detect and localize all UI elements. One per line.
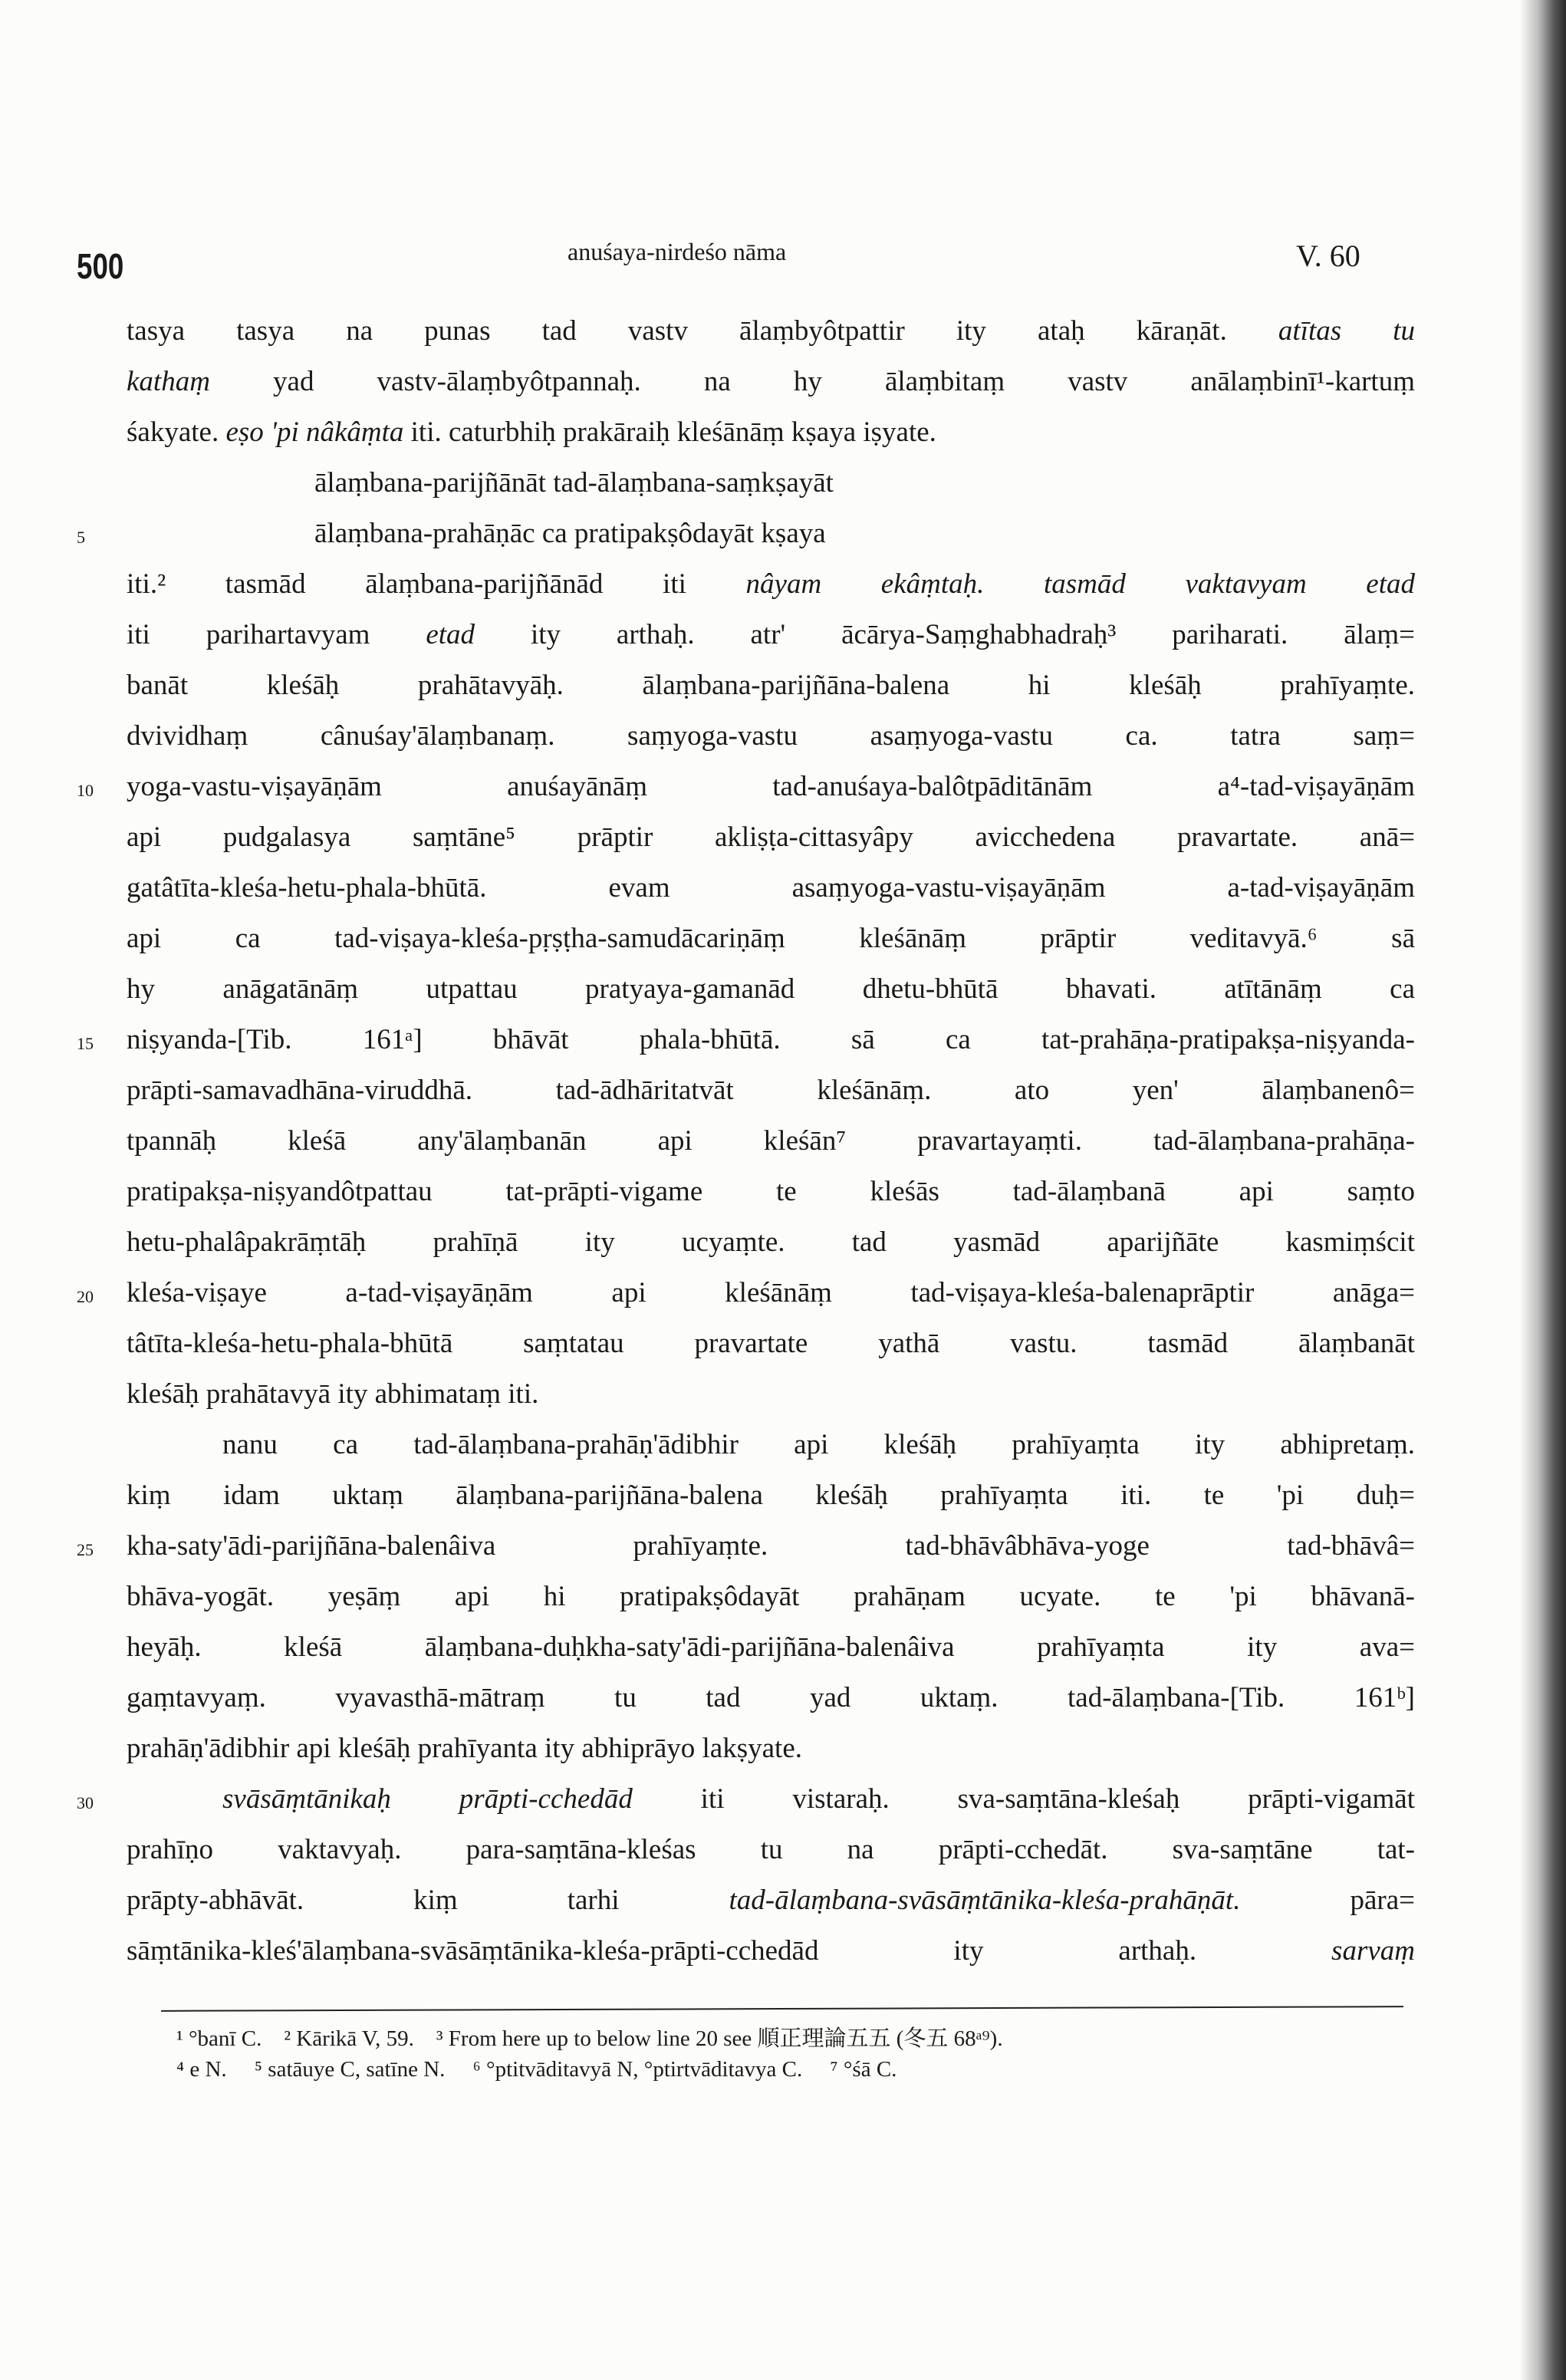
text-segment: prāpti-samavadhāna-viruddhā. tad-ādhāritatvāt kleśānāṃ. ato yen' ālaṃbanenô=	[127, 1075, 1415, 1106]
italic-segment: atītas tu	[1278, 315, 1415, 347]
line-number: 10	[77, 781, 94, 800]
scan-edge-shadow	[1520, 0, 1566, 2380]
running-title: anuśaya-nirdeśo nāma	[568, 238, 787, 265]
text-line	[127, 1580, 1415, 1614]
text-line	[127, 365, 1415, 399]
line-number: 20	[77, 1287, 94, 1306]
text-segment: nanu ca tad-ālaṃbana-prahāṇ'ādibhir api kleśāḥ prahīyaṃta ity abhipretaṃ.	[222, 1429, 1415, 1460]
text-segment: ity arthaḥ. atr' ācārya-Saṃghabhadraḥ³ pariharati. ālaṃ=	[475, 619, 1415, 650]
text-line	[127, 1479, 1415, 1513]
text-line	[127, 1074, 1415, 1108]
text-line	[127, 1327, 1415, 1361]
italic-segment: nâyam ekâṃtaḥ. tasmād vaktavyam etad	[745, 568, 1416, 600]
text-segment: iti. caturbhiḥ prakāraiḥ kleśānāṃ kṣaya iṣyate.	[403, 416, 936, 448]
text-segment: heyāḥ. kleśā ālaṃbana-duḥkha-saty'ādi-parijñāna-balenâiva prahīyaṃta ity ava=	[127, 1631, 1415, 1663]
text-segment: kiṃ idam uktaṃ ālaṃbana-parijñāna-balena kleśāḥ prahīyaṃta iti. te 'pi duḥ=	[127, 1480, 1415, 1511]
text-segment: hy anāgatānāṃ utpattau pratyaya-gamanād dhetu-bhūtā bhavati. atītānāṃ ca	[127, 973, 1415, 1005]
text-line	[127, 1276, 1415, 1310]
text-segment: iti parihartavyam	[127, 619, 426, 650]
text-segment: sāṃtānika-kleś'ālaṃbana-svāsāṃtānika-kleśa-prāpti-cchedād ity arthaḥ.	[127, 1935, 1332, 1967]
text-segment: prahāṇ'ādibhir api kleśāḥ prahīyanta ity abhiprāyo lakṣyate.	[127, 1733, 802, 1764]
text-line	[127, 618, 1415, 652]
text-segment: api pudgalasya saṃtāne⁵ prāptir akliṣṭa-cittasyâpy avicchedena pravartate. anā=	[127, 821, 1415, 853]
text-line	[127, 416, 1415, 449]
text-line	[127, 719, 1415, 753]
text-line	[127, 1124, 1415, 1158]
text-segment: ālaṃbana-prahāṇāc ca pratipakṣôdayāt kṣaya	[314, 518, 826, 549]
text-line	[127, 1378, 1415, 1411]
text-segment: hetu-phalâpakrāṃtāḥ prahīṇā ity ucyaṃte. tad yasmād aparijñāte kasmiṃścit	[127, 1226, 1415, 1258]
text-segment: prahīṇo vaktavyaḥ. para-saṃtāna-kleśas tu na prāpti-cchedāt. sva-saṃtāne tat-	[127, 1834, 1415, 1865]
text-line	[127, 871, 1415, 905]
text-line	[127, 821, 1415, 854]
text-line	[222, 1428, 1415, 1462]
text-line	[127, 973, 1415, 1006]
line-number: 15	[77, 1034, 94, 1053]
text-line	[127, 1884, 1415, 1917]
text-segment: kha-saty'ādi-parijñāna-balenâiva prahīyaṃte. tad-bhāvâbhāva-yoge tad-bhāvâ=	[127, 1530, 1415, 1562]
text-segment: ālaṃbana-parijñānāt tad-ālaṃbana-saṃkṣayāt	[314, 467, 834, 499]
text-line	[127, 1175, 1415, 1209]
text-line	[127, 314, 1415, 348]
text-segment: pāra=	[1240, 1885, 1415, 1916]
text-segment: gaṃtavyaṃ. vyavasthā-mātraṃ tu tad yad uktaṃ. tad-ālaṃbana-[Tib. 161ᵇ]	[127, 1682, 1415, 1713]
line-number: 25	[77, 1540, 94, 1559]
text-line	[314, 517, 826, 551]
text-segment: tpannāḥ kleśā any'ālaṃbanān api kleśān⁷ pravartayaṃti. tad-ālaṃbana-prahāṇa-	[127, 1125, 1415, 1157]
italic-segment: tad-ālaṃbana-svāsāṃtānika-kleśa-prahāṇāt.	[729, 1885, 1241, 1916]
text-segment: dvividhaṃ cânuśay'ālaṃbanaṃ. saṃyoga-vastu asaṃyoga-vastu ca. tatra saṃ=	[127, 720, 1415, 752]
text-line	[127, 1529, 1415, 1563]
text-line	[127, 1681, 1415, 1715]
italic-segment: svāsāṃtānikaḥ prāpti-cchedād	[222, 1783, 633, 1815]
text-segment: bhāva-yogāt. yeṣāṃ api hi pratipakṣôdayāt prahāṇam ucyate. te 'pi bhāvanā-	[127, 1581, 1415, 1612]
text-segment: api ca tad-viṣaya-kleśa-pṛṣṭha-samudācariṇāṃ kleśānāṃ prāptir veditavyā.⁶ sā	[127, 923, 1415, 954]
text-segment: tasya tasya na punas tad vastv ālaṃbyôtpattir ity ataḥ kāraṇāt.	[127, 315, 1278, 347]
text-segment: yad vastv-ālaṃbyôtpannaḥ. na hy ālaṃbitaṃ vastv anālaṃbinī¹-kartuṃ	[209, 366, 1415, 397]
page-number: 500	[77, 246, 124, 286]
footnote-line: ¹ °banī C. ² Kārikā V, 59. ³ From here up to below line 20 see 順正理論五五 (冬五 68ᵃ⁹).	[176, 2026, 1003, 2051]
text-segment: iti vistaraḥ. sva-saṃtāna-kleśaḥ prāpti-vigamāt	[632, 1783, 1415, 1815]
text-segment: kleśa-viṣaye a-tad-viṣayāṇām api kleśānāṃ tad-viṣaya-kleśa-balenaprāptir anāga=	[127, 1277, 1415, 1309]
text-line	[127, 1934, 1415, 1968]
italic-segment: sarvaṃ	[1331, 1935, 1415, 1967]
text-segment: tâtīta-kleśa-hetu-phala-bhūtā saṃtatau pravartate yathā vastu. tasmād ālaṃbanāt	[127, 1328, 1415, 1359]
text-segment: niṣyanda-[Tib. 161ᵃ] bhāvāt phala-bhūtā. sā ca tat-prahāṇa-pratipakṣa-niṣyanda-	[127, 1024, 1415, 1055]
text-line	[127, 770, 1415, 804]
text-line	[127, 1833, 1415, 1867]
section-number: V. 60	[1296, 239, 1360, 273]
text-line	[127, 1226, 1415, 1259]
text-line	[127, 1631, 1415, 1664]
text-line	[127, 1023, 1415, 1057]
text-segment: prāpty-abhāvāt. kiṃ tarhi	[127, 1885, 729, 1916]
italic-segment: eṣo 'pi nâkâṃta	[225, 416, 404, 448]
text-segment: pratipakṣa-niṣyandôtpattau tat-prāpti-vigame te kleśās tad-ālaṃbanā api saṃto	[127, 1176, 1415, 1207]
text-line	[222, 1783, 1415, 1816]
footnote-rule	[161, 2006, 1403, 2012]
text-line	[127, 1732, 1415, 1766]
line-number: 5	[77, 528, 85, 547]
text-segment: banāt kleśāḥ prahātavyāḥ. ālaṃbana-parijñāna-balena hi kleśāḥ prahīyaṃte.	[127, 670, 1415, 701]
text-segment: śakyate.	[127, 416, 226, 448]
text-line	[127, 568, 1415, 601]
footnote-line: ⁴ e N. ⁵ satāuye C, satīne N. ⁶ °ptitvāditavyā N, °ptirtvāditavya C. ⁷ °śā C.	[176, 2057, 897, 2082]
text-segment: yoga-vastu-viṣayāṇām anuśayānāṃ tad-anuśaya-balôtpāditānām a⁴-tad-viṣayāṇām	[127, 771, 1415, 802]
text-line	[127, 922, 1415, 956]
line-number: 30	[77, 1793, 94, 1812]
text-line	[127, 669, 1415, 703]
text-segment: kleśāḥ prahātavyā ity abhimataṃ iti.	[127, 1378, 539, 1410]
text-segment: gatâtīta-kleśa-hetu-phala-bhūtā. evam asaṃyoga-vastu-viṣayāṇām a-tad-viṣayāṇām	[127, 872, 1415, 904]
text-segment: iti.² tasmād ālaṃbana-parijñānād iti	[127, 568, 746, 600]
text-line	[314, 466, 834, 500]
italic-segment: kathaṃ	[127, 366, 210, 397]
italic-segment: etad	[426, 619, 475, 650]
